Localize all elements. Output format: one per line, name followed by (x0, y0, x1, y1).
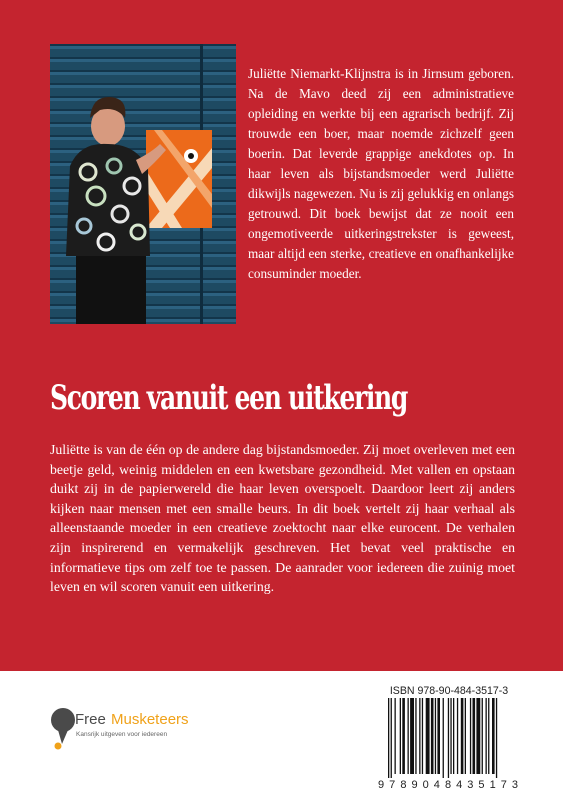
barcode-bar (410, 698, 414, 774)
publisher-logo[interactable] (50, 698, 230, 758)
book-blurb: Juliëtte is van de één op de andere dag bijstandsmoeder. Zij moet overleven met een beetje geld, weinig middelen en een kwetsbare gezondheid. Met vallen en opstaan duikt zij in de papierwereld die haar leven overspoelt. Daardoor leert zij anders kijken naar mensen met een smalle beurs. In dit boek vertelt zij haar verhaal als alleenstaande moeder in een creatieve zoektocht naar elke eurocent. De verhalen zijn inspirerend en vermakelijk geschreven. Het bevat veel praktische en informatieve tips om zelf toe te passen. De aanrader voor iedereen die zuinig moet leven en wil scoren vanuit een uitkering. (50, 442, 515, 595)
barcode-bar (492, 698, 495, 774)
isbn-label: ISBN 978-90-484-3517-3 (389, 685, 509, 697)
barcode-bar (486, 698, 487, 774)
barcode-bar (400, 698, 401, 774)
barcode-bar (448, 698, 449, 778)
barcode-bar (488, 698, 489, 774)
barcode-bar (437, 698, 440, 774)
barcode-bars (388, 698, 512, 778)
barcode-bar (457, 698, 458, 774)
barcode-digit: 4 (456, 779, 463, 791)
barcode-bar (443, 698, 444, 778)
speech-bubble-logo-icon (50, 706, 76, 750)
barcode-digits (378, 779, 518, 791)
barcode-bar (395, 698, 396, 774)
publisher-name-musketeers: Musketeers (111, 711, 189, 728)
barcode-digit: 3 (467, 779, 474, 791)
barcode-bar (473, 698, 476, 774)
barcode-bar (453, 698, 454, 774)
barcode-digit: 1 (489, 779, 496, 791)
publisher-tagline: Kansrijk uitgeven voor iedereen (76, 731, 168, 738)
barcode-digit: 3 (511, 779, 518, 791)
barcode-digit: 4 (433, 779, 440, 791)
barcode-bar (476, 698, 480, 774)
barcode-digit: 8 (444, 779, 452, 791)
barcode-bar (408, 698, 409, 774)
book-title: Scoren vanuit een uitkering (50, 378, 408, 418)
barcode-digit: 7 (389, 779, 396, 791)
barcode-digit: 9 (411, 779, 418, 791)
barcode-digit: 0 (422, 779, 429, 791)
barcode-bar (461, 698, 464, 774)
barcode-bar (470, 698, 471, 774)
barcode-digit: 9 (378, 779, 385, 791)
barcode-bar (496, 698, 497, 778)
barcode-bar (402, 698, 405, 774)
barcode-bar (388, 698, 389, 778)
barcode-bar (419, 698, 420, 774)
barcode-bar (391, 698, 392, 778)
barcode-bar (450, 698, 451, 774)
author-photo (50, 44, 236, 324)
barcode-bar (426, 698, 430, 774)
barcode-bar (431, 698, 434, 774)
author-portrait-photo (50, 44, 236, 324)
barcode-bar (435, 698, 436, 774)
barcode-digit: 7 (500, 779, 507, 791)
barcode-bar (465, 698, 466, 774)
publisher-name-free: Free (75, 711, 106, 728)
barcode-bar (422, 698, 423, 774)
barcode-digit: 5 (478, 779, 485, 791)
barcode-bar (482, 698, 483, 774)
author-bio: Juliëtte Niemarkt-Klijnstra is in Jirnsum geboren. Na de Mavo deed zij een administratieve opleiding en werkte bij een agrarisch bedrijf. Zij trouwde een boer, maar noemde zichzelf geen boerin. Dat leverde grappige anekdotes op. In haar leven als bijstandsmoeder werd Juliëtte dikwijls nagewezen. Nu is zij gelukkig en onlangs getrouwd. Dit boek bewijst dat ze nooit een ongemotiveerde uitkeringstrekster is geweest, maar altijd een sterke, creatieve en onafhankelijke consuminder moeder. (248, 66, 514, 281)
barcode-digit: 8 (400, 779, 407, 791)
barcode-bar (415, 698, 416, 774)
